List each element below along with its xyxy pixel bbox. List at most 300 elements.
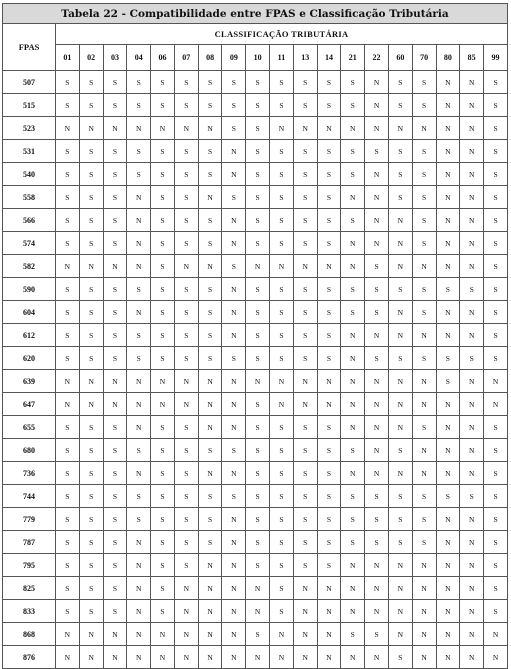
compatibility-value-cell: S	[270, 508, 294, 531]
compatibility-value-cell: N	[341, 393, 365, 416]
table-row	[3, 209, 508, 232]
compatibility-value-cell: N	[293, 117, 317, 140]
compatibility-value-cell: S	[341, 623, 365, 646]
compatibility-value-cell: S	[174, 301, 198, 324]
compatibility-value-cell: S	[79, 140, 103, 163]
compatibility-value-cell: S	[174, 163, 198, 186]
compatibility-value-cell: S	[151, 278, 175, 301]
compatibility-value-cell: N	[436, 508, 460, 531]
fpas-code-cell: 876	[3, 646, 56, 669]
compatibility-value-cell: S	[79, 531, 103, 554]
compatibility-value-cell: N	[436, 554, 460, 577]
compatibility-value-cell: N	[365, 324, 389, 347]
compatibility-value-cell: S	[56, 186, 80, 209]
compatibility-value-cell: S	[151, 577, 175, 600]
compatibility-value-cell: S	[127, 71, 151, 94]
compatibility-value-cell: S	[127, 163, 151, 186]
compatibility-value-cell: N	[388, 416, 412, 439]
compatibility-value-cell: S	[293, 301, 317, 324]
compatibility-value-cell: S	[79, 232, 103, 255]
compatibility-value-cell: N	[127, 623, 151, 646]
compatibility-value-cell: N	[103, 255, 127, 278]
compatibility-value-cell: S	[341, 278, 365, 301]
compatibility-value-cell: N	[460, 623, 484, 646]
compatibility-value-cell: N	[151, 623, 175, 646]
compatibility-value-cell: N	[222, 393, 246, 416]
fpas-code-cell: 779	[3, 508, 56, 531]
compatibility-value-cell: S	[365, 485, 389, 508]
compatibility-value-cell: N	[341, 416, 365, 439]
compatibility-value-cell: S	[103, 439, 127, 462]
compatibility-value-cell: S	[317, 209, 341, 232]
compatibility-value-cell: S	[317, 439, 341, 462]
compatibility-value-cell: S	[270, 324, 294, 347]
fpas-code-cell: 531	[3, 140, 56, 163]
compatibility-value-cell: N	[79, 623, 103, 646]
compatibility-value-cell: N	[293, 370, 317, 393]
compatibility-value-cell: N	[127, 554, 151, 577]
compatibility-value-cell: N	[222, 462, 246, 485]
compatibility-value-cell: S	[151, 347, 175, 370]
compatibility-value-cell: N	[127, 531, 151, 554]
compatibility-value-cell: N	[365, 232, 389, 255]
fpas-code-cell: 582	[3, 255, 56, 278]
compatibility-value-cell: S	[484, 577, 508, 600]
compatibility-value-cell: S	[174, 485, 198, 508]
compatibility-value-cell: S	[127, 140, 151, 163]
classification-code-header: 01	[56, 45, 80, 71]
compatibility-value-cell: S	[341, 140, 365, 163]
compatibility-value-cell: S	[127, 94, 151, 117]
compatibility-value-cell: S	[317, 347, 341, 370]
compatibility-value-cell: S	[412, 209, 436, 232]
compatibility-value-cell: S	[198, 140, 222, 163]
compatibility-value-cell: S	[412, 140, 436, 163]
compatibility-value-cell: S	[198, 301, 222, 324]
table-row	[3, 94, 508, 117]
compatibility-value-cell: S	[103, 278, 127, 301]
compatibility-value-cell: N	[412, 439, 436, 462]
classification-code-header: 07	[174, 45, 198, 71]
compatibility-value-cell: S	[365, 278, 389, 301]
compatibility-value-cell: S	[246, 324, 270, 347]
compatibility-value-cell: N	[388, 600, 412, 623]
compatibility-value-cell: S	[270, 577, 294, 600]
compatibility-value-cell: S	[270, 416, 294, 439]
compatibility-value-cell: S	[246, 462, 270, 485]
compatibility-value-cell: N	[341, 462, 365, 485]
compatibility-value-cell: N	[484, 393, 508, 416]
compatibility-value-cell: N	[365, 370, 389, 393]
compatibility-value-cell: S	[341, 94, 365, 117]
compatibility-value-cell: N	[341, 347, 365, 370]
compatibility-value-cell: S	[484, 554, 508, 577]
compatibility-value-cell: N	[436, 117, 460, 140]
compatibility-value-cell: S	[460, 347, 484, 370]
compatibility-value-cell: N	[317, 117, 341, 140]
compatibility-value-cell: S	[270, 531, 294, 554]
compatibility-value-cell: S	[388, 278, 412, 301]
compatibility-value-cell: S	[151, 255, 175, 278]
classification-code-header: 99	[484, 45, 508, 71]
compatibility-value-cell: N	[222, 531, 246, 554]
fpas-code-cell: 868	[3, 623, 56, 646]
compatibility-value-cell: S	[317, 163, 341, 186]
compatibility-value-cell: S	[270, 347, 294, 370]
compatibility-value-cell: S	[341, 71, 365, 94]
compatibility-value-cell: N	[151, 393, 175, 416]
compatibility-value-cell: N	[436, 163, 460, 186]
compatibility-value-cell: S	[56, 301, 80, 324]
compatibility-value-cell: N	[174, 600, 198, 623]
compatibility-value-cell: S	[317, 278, 341, 301]
compatibility-value-cell: N	[484, 370, 508, 393]
classification-code-header: 03	[103, 45, 127, 71]
compatibility-value-cell: S	[174, 186, 198, 209]
compatibility-value-cell: N	[460, 439, 484, 462]
compatibility-value-cell: S	[79, 439, 103, 462]
compatibility-value-cell: S	[388, 94, 412, 117]
compatibility-value-cell: S	[317, 232, 341, 255]
compatibility-value-cell: N	[412, 255, 436, 278]
compatibility-value-cell: S	[246, 94, 270, 117]
compatibility-value-cell: N	[174, 623, 198, 646]
compatibility-value-cell: S	[388, 186, 412, 209]
compatibility-value-cell: S	[436, 347, 460, 370]
compatibility-value-cell: N	[365, 646, 389, 669]
compatibility-value-cell: S	[103, 209, 127, 232]
compatibility-value-cell: S	[365, 255, 389, 278]
compatibility-value-cell: S	[79, 163, 103, 186]
table-row	[3, 71, 508, 94]
compatibility-value-cell: S	[198, 278, 222, 301]
compatibility-value-cell: N	[412, 577, 436, 600]
compatibility-value-cell: N	[151, 646, 175, 669]
compatibility-value-cell: S	[246, 623, 270, 646]
compatibility-value-cell: S	[484, 71, 508, 94]
compatibility-value-cell: S	[365, 623, 389, 646]
table-row	[3, 232, 508, 255]
compatibility-value-cell: S	[317, 554, 341, 577]
compatibility-value-cell: S	[484, 232, 508, 255]
compatibility-value-cell: N	[436, 94, 460, 117]
compatibility-value-cell: S	[103, 462, 127, 485]
compatibility-value-cell: N	[388, 554, 412, 577]
compatibility-value-cell: S	[246, 186, 270, 209]
compatibility-value-cell: S	[412, 531, 436, 554]
compatibility-value-cell: N	[388, 209, 412, 232]
compatibility-value-cell: S	[198, 94, 222, 117]
compatibility-value-cell: N	[341, 186, 365, 209]
table-row	[3, 646, 508, 669]
compatibility-value-cell: N	[79, 370, 103, 393]
compatibility-value-cell: S	[341, 301, 365, 324]
compatibility-value-cell: S	[412, 508, 436, 531]
table-row	[3, 186, 508, 209]
compatibility-value-cell: S	[460, 485, 484, 508]
compatibility-value-cell: S	[412, 232, 436, 255]
compatibility-value-cell: S	[388, 508, 412, 531]
table-row	[3, 600, 508, 623]
compatibility-value-cell: N	[293, 600, 317, 623]
compatibility-value-cell: S	[246, 393, 270, 416]
compatibility-value-cell: S	[412, 347, 436, 370]
compatibility-value-cell: N	[127, 301, 151, 324]
compatibility-value-cell: N	[103, 117, 127, 140]
compatibility-value-cell: S	[127, 324, 151, 347]
compatibility-value-cell: N	[222, 163, 246, 186]
compatibility-value-cell: S	[484, 186, 508, 209]
compatibility-value-cell: S	[174, 347, 198, 370]
compatibility-value-cell: S	[388, 347, 412, 370]
compatibility-value-cell: S	[103, 531, 127, 554]
compatibility-value-cell: N	[412, 324, 436, 347]
classification-code-header: 80	[436, 45, 460, 71]
compatibility-value-cell: N	[56, 255, 80, 278]
compatibility-value-cell: N	[79, 117, 103, 140]
table-row	[3, 623, 508, 646]
compatibility-value-cell: S	[484, 416, 508, 439]
compatibility-value-cell: S	[341, 508, 365, 531]
table-row	[3, 416, 508, 439]
compatibility-value-cell: S	[174, 94, 198, 117]
compatibility-table-container	[2, 3, 508, 669]
table-row	[3, 370, 508, 393]
compatibility-value-cell: S	[174, 508, 198, 531]
compatibility-value-cell: N	[341, 232, 365, 255]
compatibility-value-cell: S	[388, 439, 412, 462]
compatibility-value-cell: S	[103, 508, 127, 531]
compatibility-value-cell: S	[484, 508, 508, 531]
table-row	[3, 301, 508, 324]
compatibility-value-cell: S	[484, 209, 508, 232]
compatibility-value-cell: S	[79, 324, 103, 347]
table-row	[3, 324, 508, 347]
compatibility-value-cell: N	[436, 209, 460, 232]
compatibility-value-cell: S	[103, 186, 127, 209]
compatibility-value-cell: N	[388, 255, 412, 278]
compatibility-value-cell: S	[246, 278, 270, 301]
compatibility-value-cell: S	[79, 462, 103, 485]
compatibility-value-cell: S	[341, 485, 365, 508]
fpas-code-cell: 612	[3, 324, 56, 347]
compatibility-value-cell: S	[270, 301, 294, 324]
compatibility-value-cell: S	[246, 71, 270, 94]
compatibility-value-cell: N	[127, 117, 151, 140]
compatibility-value-cell: N	[388, 117, 412, 140]
compatibility-value-cell: N	[436, 324, 460, 347]
compatibility-value-cell: N	[341, 370, 365, 393]
compatibility-value-cell: N	[79, 646, 103, 669]
compatibility-value-cell: S	[270, 232, 294, 255]
compatibility-value-cell: N	[412, 117, 436, 140]
fpas-code-cell: 825	[3, 577, 56, 600]
compatibility-value-cell: S	[484, 255, 508, 278]
compatibility-value-cell: N	[436, 439, 460, 462]
fpas-column-header: FPAS	[3, 24, 56, 71]
compatibility-value-cell: N	[127, 393, 151, 416]
compatibility-value-cell: S	[246, 140, 270, 163]
compatibility-value-cell: N	[56, 117, 80, 140]
classification-code-header: 14	[317, 45, 341, 71]
compatibility-value-cell: S	[293, 462, 317, 485]
table-row	[3, 278, 508, 301]
table-row	[3, 439, 508, 462]
compatibility-value-cell: N	[460, 186, 484, 209]
compatibility-value-cell: N	[151, 117, 175, 140]
compatibility-value-cell: S	[317, 485, 341, 508]
compatibility-value-cell: N	[460, 577, 484, 600]
compatibility-value-cell: N	[293, 623, 317, 646]
compatibility-value-cell: N	[246, 577, 270, 600]
compatibility-value-cell: N	[293, 646, 317, 669]
compatibility-value-cell: N	[436, 393, 460, 416]
compatibility-value-cell: S	[388, 531, 412, 554]
compatibility-value-cell: N	[222, 508, 246, 531]
compatibility-value-cell: S	[436, 278, 460, 301]
compatibility-value-cell: N	[174, 370, 198, 393]
compatibility-value-cell: N	[341, 117, 365, 140]
compatibility-value-cell: S	[151, 140, 175, 163]
classification-code-header: 08	[198, 45, 222, 71]
fpas-code-cell: 590	[3, 278, 56, 301]
compatibility-value-cell: N	[79, 393, 103, 416]
compatibility-value-cell: S	[365, 347, 389, 370]
compatibility-value-cell: N	[127, 600, 151, 623]
compatibility-value-cell: S	[151, 94, 175, 117]
compatibility-value-cell: N	[365, 600, 389, 623]
compatibility-value-cell: N	[365, 577, 389, 600]
compatibility-value-cell: N	[484, 646, 508, 669]
compatibility-value-cell: N	[222, 278, 246, 301]
compatibility-value-cell: S	[246, 439, 270, 462]
compatibility-value-cell: N	[436, 232, 460, 255]
compatibility-value-cell: S	[174, 416, 198, 439]
compatibility-value-cell: N	[365, 416, 389, 439]
compatibility-value-cell: S	[174, 462, 198, 485]
compatibility-value-cell: N	[436, 416, 460, 439]
compatibility-value-cell: S	[56, 554, 80, 577]
compatibility-value-cell: S	[341, 209, 365, 232]
classification-code-header: 06	[151, 45, 175, 71]
fpas-code-cell: 639	[3, 370, 56, 393]
compatibility-value-cell: S	[198, 324, 222, 347]
compatibility-value-cell: N	[127, 416, 151, 439]
compatibility-value-cell: S	[270, 186, 294, 209]
compatibility-value-cell: N	[460, 393, 484, 416]
compatibility-value-cell: N	[460, 531, 484, 554]
compatibility-value-cell: S	[317, 140, 341, 163]
compatibility-value-cell: N	[174, 577, 198, 600]
fpas-code-cell: 795	[3, 554, 56, 577]
compatibility-value-cell: S	[412, 278, 436, 301]
compatibility-value-cell: N	[388, 393, 412, 416]
compatibility-value-cell: N	[246, 370, 270, 393]
compatibility-value-cell: N	[317, 577, 341, 600]
compatibility-value-cell: N	[460, 600, 484, 623]
compatibility-value-cell: S	[246, 508, 270, 531]
compatibility-value-cell: N	[460, 508, 484, 531]
compatibility-value-cell: N	[270, 646, 294, 669]
compatibility-value-cell: S	[317, 301, 341, 324]
compatibility-value-cell: S	[246, 232, 270, 255]
compatibility-value-cell: S	[412, 163, 436, 186]
compatibility-value-cell: S	[103, 485, 127, 508]
compatibility-value-cell: S	[484, 462, 508, 485]
compatibility-value-cell: S	[174, 209, 198, 232]
compatibility-value-cell: S	[293, 439, 317, 462]
compatibility-value-cell: N	[341, 577, 365, 600]
compatibility-value-cell: S	[56, 416, 80, 439]
compatibility-value-cell: N	[365, 554, 389, 577]
compatibility-value-cell: S	[79, 94, 103, 117]
compatibility-value-cell: N	[127, 255, 151, 278]
compatibility-value-cell: S	[127, 485, 151, 508]
compatibility-value-cell: S	[293, 416, 317, 439]
compatibility-value-cell: N	[460, 94, 484, 117]
compatibility-value-cell: N	[198, 554, 222, 577]
compatibility-value-cell: S	[174, 140, 198, 163]
compatibility-value-cell: S	[222, 439, 246, 462]
classification-code-header: 85	[460, 45, 484, 71]
compatibility-value-cell: S	[151, 232, 175, 255]
compatibility-value-cell: S	[79, 600, 103, 623]
compatibility-value-cell: S	[127, 439, 151, 462]
compatibility-value-cell: S	[270, 462, 294, 485]
compatibility-value-cell: S	[174, 278, 198, 301]
compatibility-value-cell: S	[151, 439, 175, 462]
fpas-code-cell: 558	[3, 186, 56, 209]
compatibility-value-cell: N	[460, 71, 484, 94]
compatibility-value-cell: S	[222, 94, 246, 117]
compatibility-value-cell: N	[341, 554, 365, 577]
compatibility-value-cell: N	[412, 554, 436, 577]
classification-code-header: 04	[127, 45, 151, 71]
table-row	[3, 485, 508, 508]
compatibility-value-cell: S	[222, 117, 246, 140]
compatibility-value-cell: S	[293, 186, 317, 209]
compatibility-value-cell: S	[79, 186, 103, 209]
compatibility-value-cell: N	[174, 393, 198, 416]
compatibility-value-cell: S	[388, 140, 412, 163]
compatibility-value-cell: N	[460, 255, 484, 278]
compatibility-value-cell: N	[127, 462, 151, 485]
compatibility-value-cell: N	[56, 370, 80, 393]
table-row	[3, 531, 508, 554]
compatibility-value-cell: S	[436, 370, 460, 393]
compatibility-value-cell: S	[151, 508, 175, 531]
compatibility-value-cell: S	[127, 508, 151, 531]
classification-code-header: 10	[246, 45, 270, 71]
compatibility-value-cell: N	[388, 577, 412, 600]
compatibility-value-cell: S	[270, 439, 294, 462]
compatibility-value-cell: N	[222, 646, 246, 669]
compatibility-value-cell: N	[436, 301, 460, 324]
compatibility-value-cell: N	[460, 232, 484, 255]
compatibility-value-cell: N	[174, 117, 198, 140]
compatibility-value-cell: N	[317, 646, 341, 669]
compatibility-value-cell: S	[484, 163, 508, 186]
compatibility-value-cell: N	[341, 600, 365, 623]
compatibility-value-cell: S	[79, 485, 103, 508]
compatibility-value-cell: N	[270, 393, 294, 416]
compatibility-value-cell: S	[341, 439, 365, 462]
compatibility-value-cell: S	[103, 416, 127, 439]
compatibility-value-cell: S	[365, 140, 389, 163]
compatibility-value-cell: N	[293, 393, 317, 416]
fpas-compatibility-table	[2, 3, 508, 669]
compatibility-value-cell: S	[174, 232, 198, 255]
